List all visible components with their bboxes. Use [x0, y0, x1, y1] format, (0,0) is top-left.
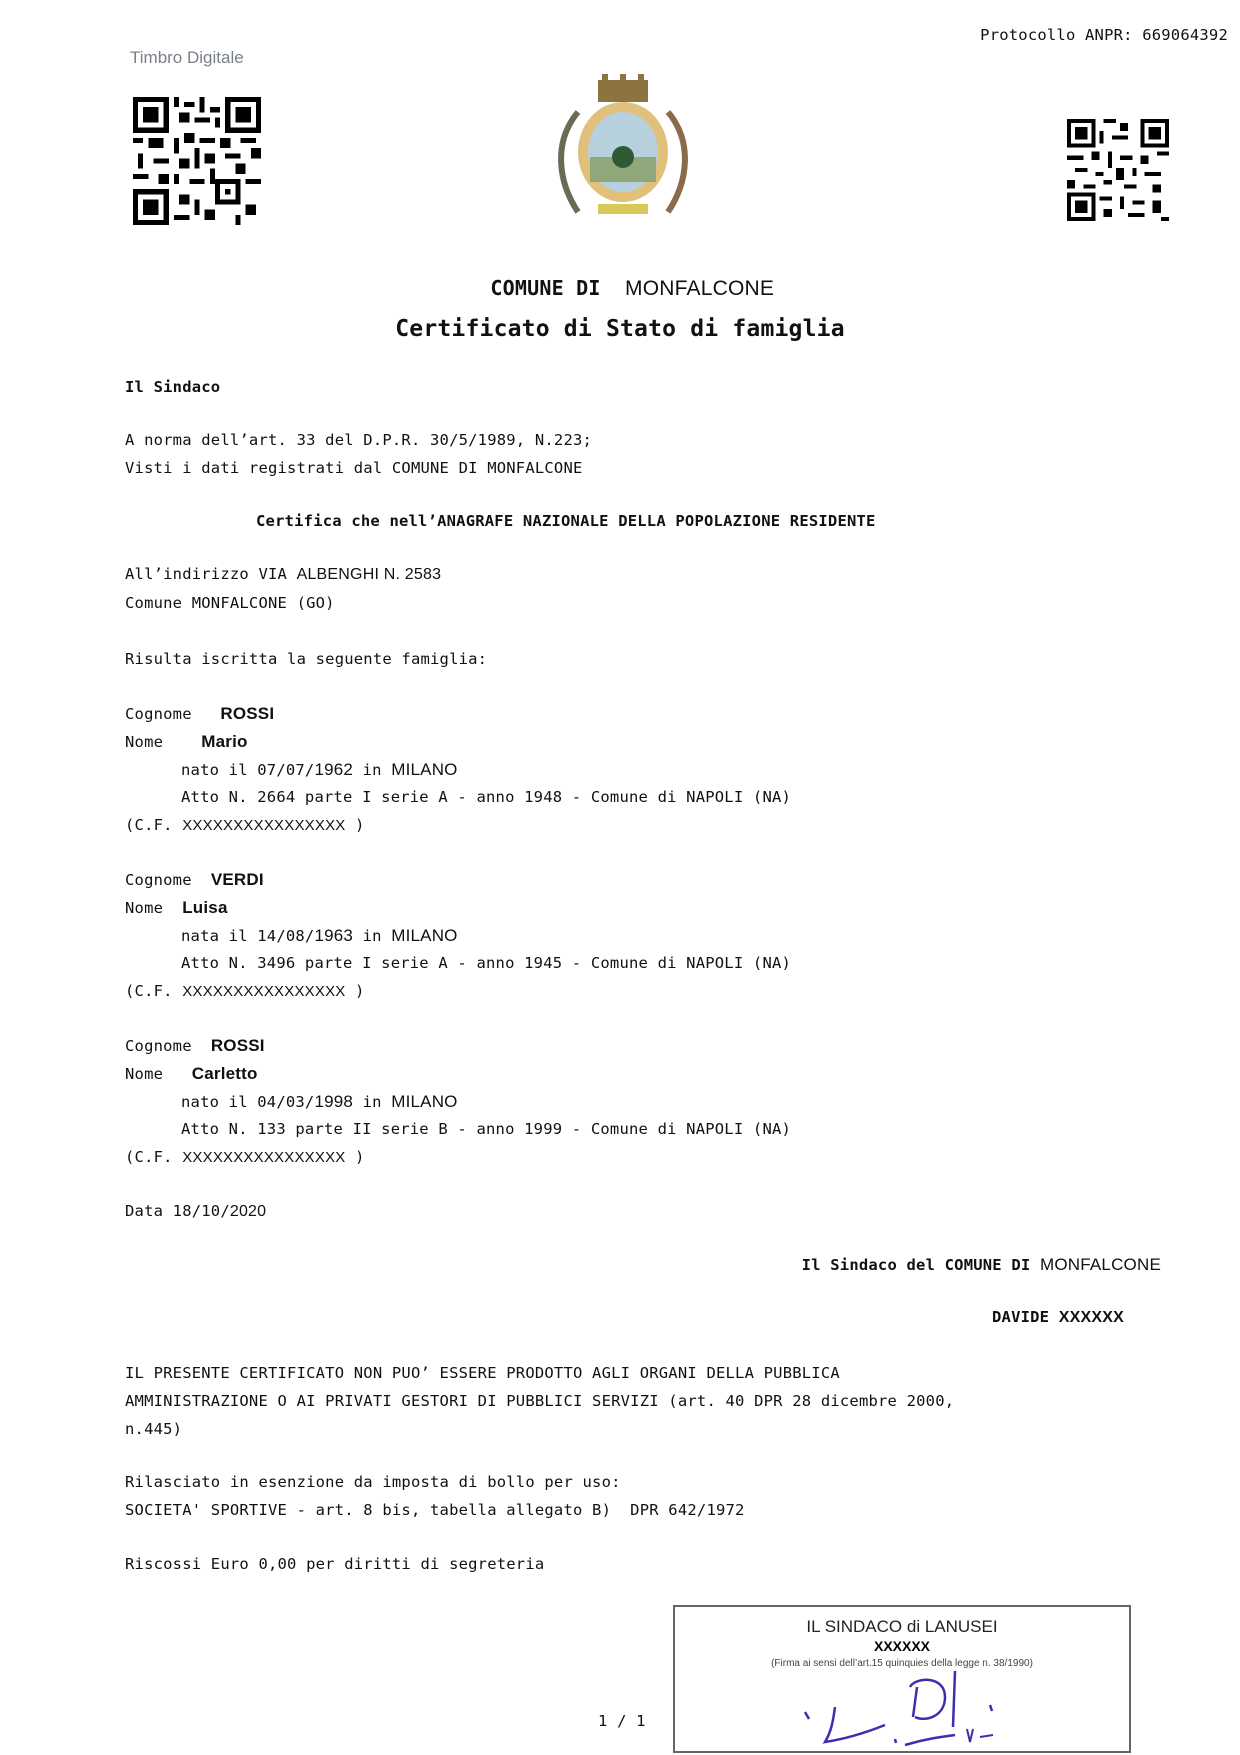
page-title: Certificato di Stato di famiglia: [395, 316, 845, 342]
nome-label: Nome: [125, 1065, 164, 1083]
cf-label: (C.F.: [125, 982, 183, 1000]
member-1-cognome: [125, 704, 274, 724]
registry-name: ANAGRAFE NAZIONALE DELLA POPOLAZIONE RESIDENTE: [437, 512, 876, 530]
member-2-cf: [125, 982, 365, 1000]
qr-code-icon: [133, 97, 261, 225]
nome-value: Luisa: [182, 898, 228, 917]
signatory-name: [992, 1308, 1124, 1327]
member-2-cognome: [125, 870, 264, 890]
birth-date: nata il 14/08/: [181, 927, 315, 945]
cognome-label: Cognome: [125, 871, 192, 889]
cognome-value: ROSSI: [220, 704, 275, 723]
municipal-crest-icon: [548, 72, 698, 222]
birth-in: in: [353, 927, 392, 945]
member-3-birth: [181, 1092, 458, 1112]
comune-heading: [0, 252, 1240, 301]
issue-date: [125, 1202, 266, 1221]
signatory-role: [802, 1255, 1161, 1275]
member-1-birth: [181, 760, 458, 780]
certifica-prefix: Certifica che nell’: [256, 512, 438, 530]
visti-line: Visti i dati registrati dal COMUNE DI MONFALCONE: [125, 459, 583, 477]
cf-value: XXXXXXXXXXXXXXXX: [182, 817, 346, 834]
date-label: Data 18/10/: [125, 1202, 230, 1220]
member-2-nome: [125, 898, 228, 918]
member-2-atto: Atto N. 3496 parte I serie A - anno 1945 - Comune di NAPOLI (NA): [181, 954, 792, 972]
member-3-cognome: [125, 1036, 265, 1056]
comune-city: MONFALCONE: [625, 277, 775, 300]
bollo-line-2: SOCIETA' SPORTIVE - art. 8 bis, tabella allegato B) DPR 642/1972: [125, 1501, 745, 1519]
diritti-line: Riscossi Euro 0,00 per diritti di segreteria: [125, 1555, 545, 1573]
cognome-label: Cognome: [125, 705, 192, 723]
birth-year: 1963: [314, 926, 354, 945]
first-name: DAVIDE: [992, 1308, 1050, 1326]
cf-suffix: ): [345, 816, 365, 834]
date-year: 2020: [229, 1203, 267, 1220]
cf-suffix: ): [345, 1148, 365, 1166]
nome-value: Carletto: [191, 1064, 258, 1083]
birth-in: in: [353, 1093, 392, 1111]
norm-line: A norma dell’art. 33 del D.P.R. 30/5/1989, N.223;: [125, 431, 593, 449]
member-1-atto: Atto N. 2664 parte I serie A - anno 1948 - Comune di NAPOLI (NA): [181, 788, 792, 806]
cognome-value: VERDI: [210, 870, 264, 889]
handwritten-signature-icon: [795, 1667, 1015, 1752]
comune-prefix: COMUNE DI: [490, 276, 601, 300]
nome-label: Nome: [125, 733, 164, 751]
street-value: ALBENGHI N. 2583: [296, 566, 442, 583]
birth-place: MILANO: [391, 1092, 458, 1111]
member-1-cf: [125, 816, 365, 834]
member-2-birth: [181, 926, 458, 946]
member-1-nome: [125, 732, 248, 752]
signature-stamp: [673, 1605, 1131, 1753]
issuer-label: Il Sindaco: [125, 378, 221, 396]
restriction-line-1: IL PRESENTE CERTIFICATO NON PUO’ ESSERE PRODOTTO AGLI ORGANI DELLA PUBBLICA: [125, 1364, 840, 1382]
birth-in: in: [353, 761, 392, 779]
stamp-name: XXXXXX: [873, 1638, 931, 1654]
member-3-nome: [125, 1064, 258, 1084]
restriction-line-3: n.445): [125, 1420, 183, 1438]
member-3-cf: [125, 1148, 365, 1166]
digital-stamp-label: Timbro Digitale: [130, 48, 244, 67]
birth-place: MILANO: [391, 760, 458, 779]
cf-suffix: ): [345, 982, 365, 1000]
cognome-label: Cognome: [125, 1037, 192, 1055]
address-line: [125, 565, 441, 584]
address-label: All’indirizzo VIA: [125, 565, 297, 583]
role-city: MONFALCONE: [1039, 1255, 1161, 1274]
qr-code-icon: [1067, 119, 1169, 221]
cf-value: XXXXXXXXXXXXXXXX: [182, 1149, 346, 1166]
cf-label: (C.F.: [125, 816, 183, 834]
certifica-line: [256, 512, 876, 530]
cf-value: XXXXXXXXXXXXXXXX: [182, 983, 346, 1000]
restriction-line-2: AMMINISTRAZIONE O AI PRIVATI GESTORI DI PUBBLICI SERVIZI (art. 40 DPR 28 dicembre 2000,: [125, 1392, 955, 1410]
famiglia-line: Risulta iscritta la seguente famiglia:: [125, 650, 488, 668]
protocol-number: Protocollo ANPR: 669064392: [980, 26, 1228, 44]
stamp-note: (Firma ai sensi dell’art.15 quinquies della legge n. 38/1990): [771, 1658, 1033, 1669]
bollo-line-1: Rilasciato in esenzione da imposta di bollo per uso:: [125, 1473, 621, 1491]
member-3-atto: Atto N. 133 parte II serie B - anno 1999 - Comune di NAPOLI (NA): [181, 1120, 792, 1138]
birth-place: MILANO: [391, 926, 458, 945]
cognome-value: ROSSI: [210, 1036, 265, 1055]
nome-value: Mario: [201, 732, 248, 751]
birth-year: 1962: [314, 760, 354, 779]
birth-date: nato il 04/03/: [181, 1093, 315, 1111]
birth-year: 1998: [314, 1092, 354, 1111]
role-prefix: Il Sindaco del COMUNE DI: [801, 1256, 1040, 1274]
birth-date: nato il 07/07/: [181, 761, 315, 779]
last-name: XXXXXX: [1058, 1309, 1124, 1326]
cf-label: (C.F.: [125, 1148, 183, 1166]
comune-line: Comune MONFALCONE (GO): [125, 594, 335, 612]
page-indicator: 1 / 1: [598, 1712, 646, 1730]
stamp-title: IL SINDACO di LANUSEI: [806, 1617, 998, 1636]
nome-label: Nome: [125, 899, 164, 917]
